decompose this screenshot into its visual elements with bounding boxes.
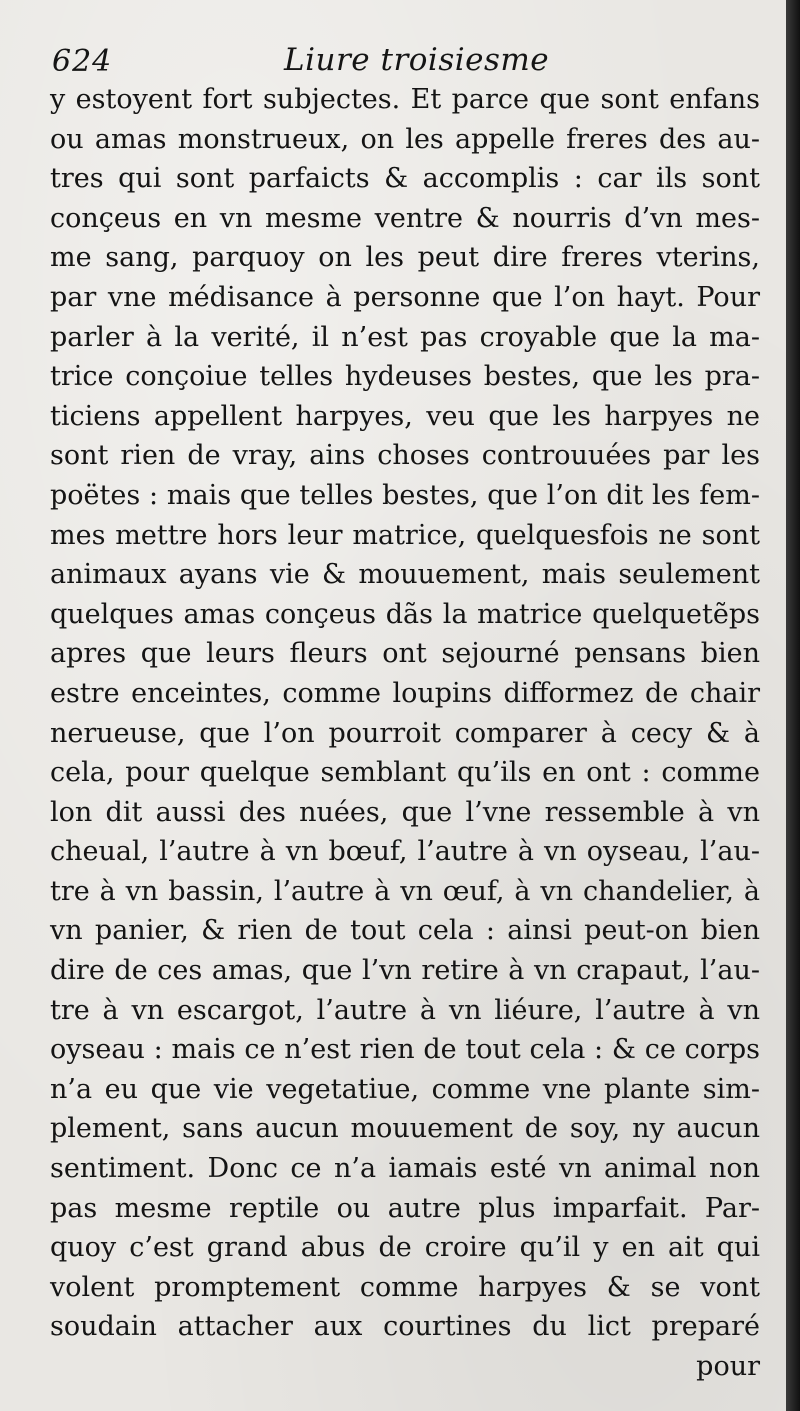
text-line: cela, pour quelque semblant qu’ils en ont : comme [50, 757, 760, 789]
text-line: n’a eu que vie vegetatiue, comme vne plante sim- [50, 1073, 760, 1105]
text-line: soudain attacher aux courtines du lict preparé [50, 1311, 760, 1343]
text-line: estre enceintes, comme loupins difformez de chair [50, 677, 760, 709]
text-line: apres que leurs fleurs ont sejourné pensans bien [50, 638, 760, 670]
text-line: poëtes : mais que telles bestes, que l’on dit les fem- [50, 479, 760, 511]
text-line: dire de ces amas, que l’vn retire à vn crapaut, l’au- [50, 955, 760, 987]
text-line: tre à vn escargot, l’autre à vn liéure, l’autre à vn [50, 994, 760, 1026]
text-line: lon dit aussi des nuées, que l’vne ressemble à vn [50, 796, 760, 828]
text-line: mes mettre hors leur matrice, quelquesfois ne sont [50, 519, 760, 551]
text-line: sentiment. Donc ce n’a iamais esté vn animal non [50, 1153, 760, 1185]
page-number: 624 [52, 44, 113, 79]
text-line: parler à la verité, il n’est pas croyable que la ma- [50, 321, 760, 353]
text-line: ou amas monstrueux, on les appelle freres des au- [50, 123, 760, 155]
text-line: trice conçoiue telles hydeuses bestes, que les pra- [50, 361, 760, 393]
text-line: oyseau : mais ce n’est rien de tout cela : & ce corps [50, 1034, 760, 1066]
text-line: plement, sans aucun mouuement de soy, ny aucun [50, 1113, 760, 1145]
text-line: tres qui sont parfaicts & accomplis : car ils sont [50, 163, 760, 195]
text-line: nerueuse, que l’on pourroit comparer à cecy & à [50, 717, 760, 749]
text-line: ticiens appellent harpyes, veu que les harpyes ne [50, 400, 760, 432]
catchword: pour [696, 1351, 760, 1382]
text-line: conçeus en vn mesme ventre & nourris d’vn mes- [50, 202, 760, 234]
running-head-title: Liure troisiesme [284, 42, 550, 78]
text-line: quelques amas conçeus dãs la matrice quelquetẽps [50, 598, 760, 630]
text-line: quoy c’est grand abus de croire qu’il y en ait qui [50, 1232, 760, 1264]
text-line: volent promptement comme harpyes & se vont [50, 1271, 760, 1303]
text-line: tre à vn bassin, l’autre à vn œuf, à vn chandelier, à [50, 875, 760, 907]
text-line: cheual, l’autre à vn bœuf, l’autre à vn oyseau, l’au- [50, 836, 760, 868]
text-line: vn panier, & rien de tout cela : ainsi peut-on bien [50, 915, 760, 947]
text-line: sont rien de vray, ains choses controuuées par les [50, 440, 760, 472]
text-line: animaux ayans vie & mouuement, mais seulement [50, 559, 760, 591]
body-text [50, 80, 760, 1387]
text-line: me sang, parquoy on les peut dire freres vterins, [50, 242, 760, 274]
text-line: pas mesme reptile ou autre plus imparfait. Par- [50, 1192, 760, 1224]
text-line: par vne médisance à personne que l’on hayt. Pour [50, 281, 760, 313]
page-edge-shadow [786, 0, 800, 1411]
text-line: y estoyent fort subjectes. Et parce que sont enfans [50, 84, 760, 115]
